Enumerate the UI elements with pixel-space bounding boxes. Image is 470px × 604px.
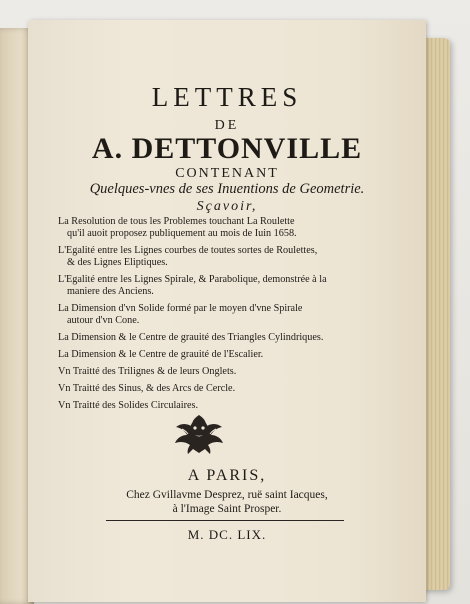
list-item xyxy=(58,303,408,327)
title-author: A. DETTONVILLE xyxy=(91,132,363,165)
imprint-date: M. DC. LIX. xyxy=(187,527,267,542)
list-item-line: L'Egalité entre les Lignes Spirale, & Parabolique, demonstrée à la xyxy=(58,274,327,285)
imprint-rule xyxy=(106,520,344,521)
title-scavoir: Sçavoir, xyxy=(196,199,258,214)
list-item xyxy=(58,245,408,269)
list-item xyxy=(58,216,408,240)
title-page xyxy=(28,20,426,602)
list-item xyxy=(58,349,408,361)
list-item-line: Vn Traitté des Trilignes & de leurs Onglets. xyxy=(58,366,237,377)
imprint-city: A PARIS, xyxy=(187,467,267,484)
list-item-line-2: & des Lignes Eliptiques. xyxy=(67,257,168,268)
list-item-line: La Dimension & le Centre de grauité des Triangles Cylindriques. xyxy=(58,332,324,343)
list-item-line: Vn Traitté des Solides Circulaires. xyxy=(58,400,199,411)
list-item xyxy=(58,274,408,298)
list-item-line: La Resolution de tous les Problemes touchant La Roulette xyxy=(58,216,295,227)
list-item-line-2: maniere des Anciens. xyxy=(67,286,154,297)
list-item xyxy=(58,332,408,344)
list-item xyxy=(58,400,408,412)
list-item-line-2: qu'il auoit proposez publiquement au mois de Iuin 1658. xyxy=(67,228,297,239)
imprint-sign: à l'Image Saint Prosper. xyxy=(172,503,282,515)
title-lettres: LETTRES xyxy=(151,82,303,112)
list-item-line: La Dimension d'vn Solide formé par le moyen d'vne Spirale xyxy=(58,303,303,314)
list-item-line: Vn Traitté des Sinus, & des Arcs de Cercle. xyxy=(58,383,236,394)
title-contenant: CONTENANT xyxy=(175,166,279,181)
list-item-line: La Dimension & le Centre de grauité de l'Escalier. xyxy=(58,349,264,360)
list-item xyxy=(58,366,408,378)
printer-ornament-icon xyxy=(173,413,225,455)
title-subtitle: Quelques-vnes de ses Inuentions de Geometrie. xyxy=(89,181,365,197)
list-item-line-2: autour d'vn Cone. xyxy=(67,315,140,326)
imprint-printer: Chez Gvillavme Desprez, ruë saint Iacques, xyxy=(126,489,328,501)
contents-list xyxy=(58,216,408,417)
list-item xyxy=(58,383,408,395)
list-item-line: L'Egalité entre les Lignes courbes de toutes sortes de Roulettes, xyxy=(58,245,318,256)
title-de: DE xyxy=(214,118,240,133)
